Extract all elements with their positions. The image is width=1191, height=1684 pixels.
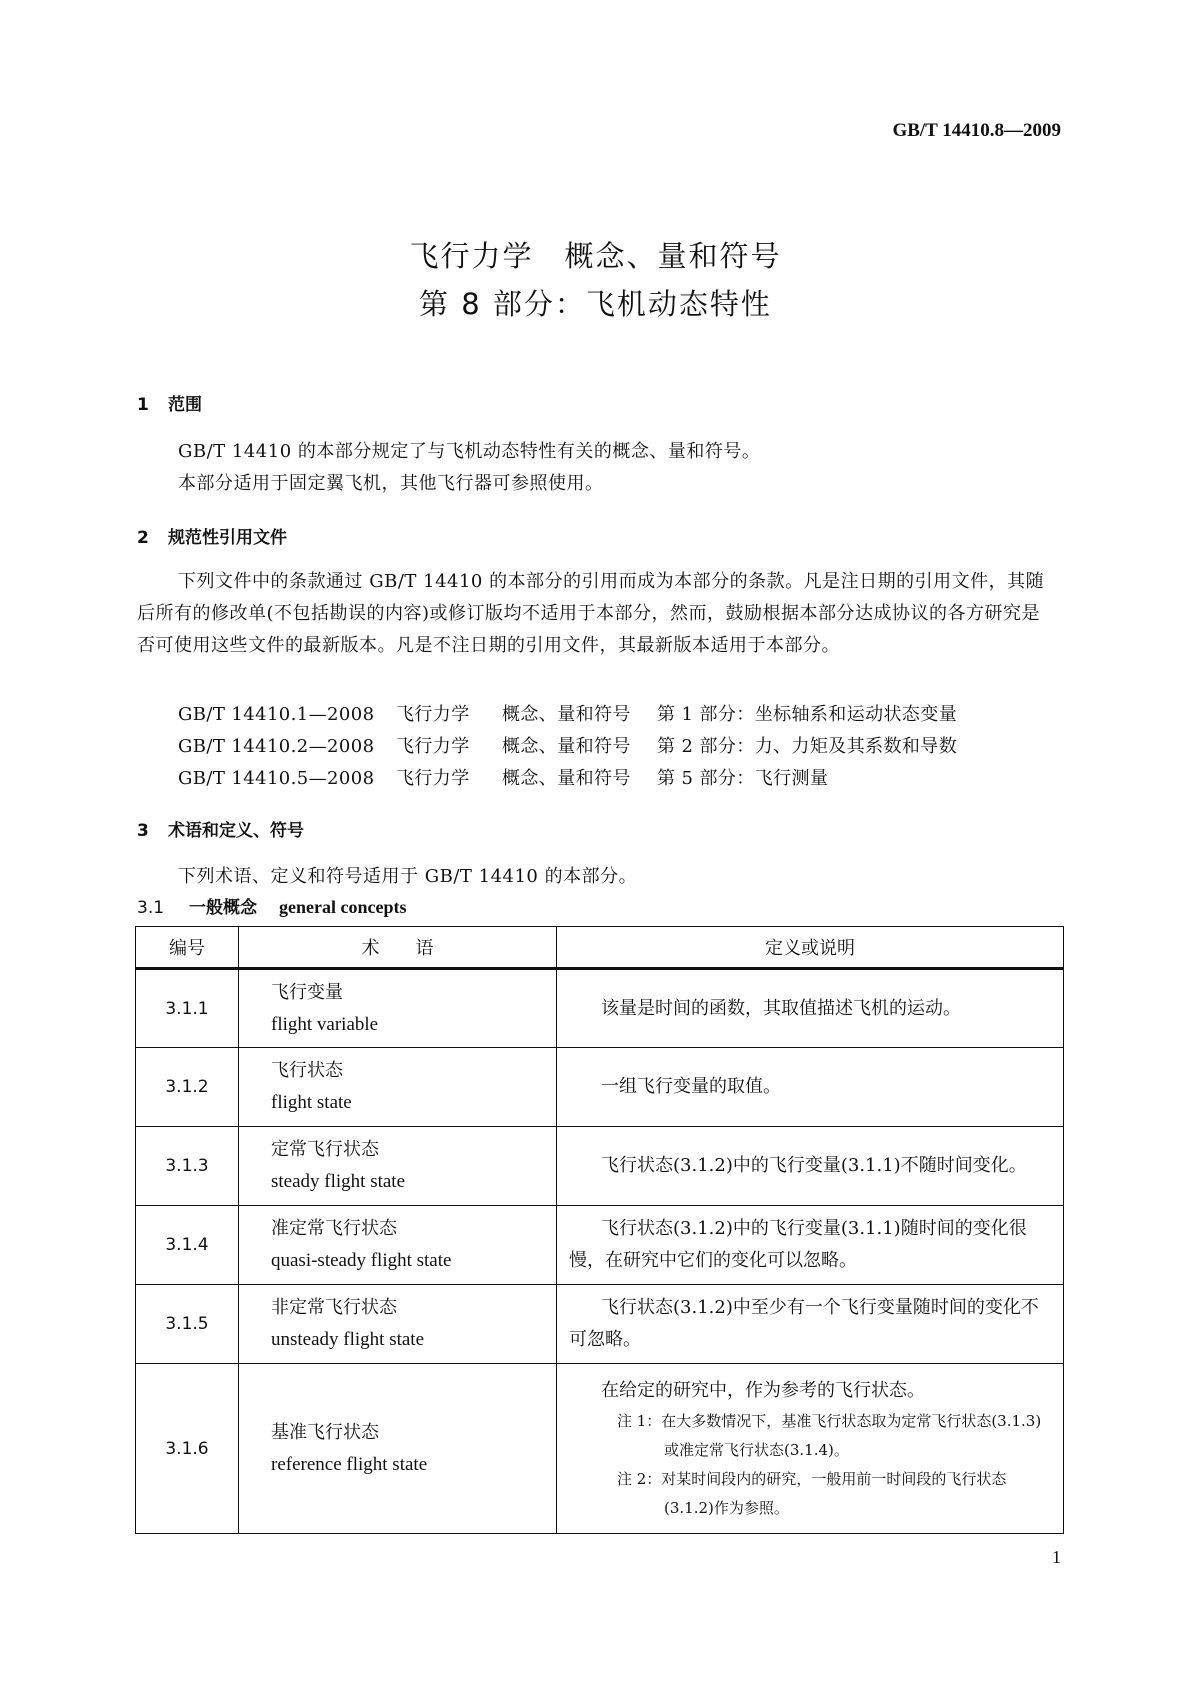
definition-text: 飞行状态(3.1.2)中的飞行变量(3.1.1)随时间的变化很慢，在研究中它们的变化可以忽略。 [569, 1218, 1027, 1271]
note-1: 注 1：在大多数情况下，基准飞行状态取为定常飞行状态(3.1.3)或准定常飞行状态(3.1.4)。 [617, 1411, 1042, 1459]
section-title: 术语和定义、符号 [168, 821, 304, 841]
definition-text: 飞行状态(3.1.2)中至少有一个飞行变量随时间的变化不可忽略。 [569, 1297, 1039, 1350]
section-title: 范围 [168, 395, 202, 415]
term-number: 3.1.3 [136, 1127, 239, 1206]
definition-text: 在给定的研究中，作为参考的飞行状态。 [601, 1379, 925, 1401]
page-number: 1 [1052, 1547, 1061, 1567]
normative-reference-2 [178, 732, 957, 758]
definition-text: 飞行状态(3.1.2)中的飞行变量(3.1.1)不随时间变化。 [601, 1155, 1027, 1176]
column-header-number: 编号 [136, 927, 239, 969]
reference-title-part: 飞行力学 [396, 736, 470, 757]
document-title-line-1: 飞行力学 概念、量和符号 [409, 239, 782, 273]
normative-reference-1 [178, 700, 957, 726]
definition-cell [557, 1285, 1064, 1364]
term-cell [239, 969, 557, 1048]
reference-code: GB/T 14410.5—2008 [178, 768, 375, 789]
definition-cell [557, 1206, 1064, 1285]
term-english: quasi-steady flight state [271, 1250, 452, 1271]
term-number: 3.1.2 [136, 1048, 239, 1127]
term-chinese: 准定常飞行状态 [271, 1218, 397, 1239]
term-english: unsteady flight state [271, 1329, 425, 1350]
definition-cell [557, 1127, 1064, 1206]
table-row [136, 1206, 1064, 1285]
column-header-term: 术 语 [239, 927, 557, 969]
table-row [136, 1048, 1064, 1127]
reference-title-part: 第 1 部分：坐标轴系和运动状态变量 [657, 704, 958, 725]
term-english: steady flight state [271, 1171, 406, 1192]
term-english: reference flight state [271, 1453, 428, 1475]
reference-title-part: 概念、量和符号 [502, 704, 631, 725]
column-header-definition: 定义或说明 [557, 927, 1064, 969]
section-1-paragraph-1: GB/T 14410 的本部分规定了与飞机动态特性有关的概念、量和符号。 [178, 441, 761, 462]
term-chinese: 基准飞行状态 [271, 1421, 379, 1443]
section-3-paragraph: 下列术语、定义和符号适用于 GB/T 14410 的本部分。 [178, 866, 638, 887]
reference-title-part: 概念、量和符号 [502, 768, 631, 789]
term-chinese: 飞行状态 [271, 1060, 343, 1081]
table-row [136, 969, 1064, 1048]
document-title-line-2: 第 8 部分：飞机动态特性 [419, 287, 772, 321]
terms-table [135, 926, 1064, 1534]
section-number: 1 [137, 395, 149, 415]
term-number: 3.1.1 [136, 969, 239, 1048]
section-number: 3 [137, 821, 149, 841]
table-header-row [136, 927, 1064, 969]
note-2: 注 2：对某时间段内的研究，一般用前一时间段的飞行状态(3.1.2)作为参照。 [617, 1469, 1007, 1517]
term-cell [239, 1285, 557, 1364]
reference-title-part: 第 2 部分：力、力矩及其系数和导数 [657, 736, 958, 757]
term-number: 3.1.5 [136, 1285, 239, 1364]
term-cell [239, 1206, 557, 1285]
term-english: flight variable [271, 1013, 379, 1035]
reference-code: GB/T 14410.1—2008 [178, 704, 375, 725]
definition-cell [557, 1364, 1064, 1534]
section-2-paragraph: 下列文件中的条款通过 GB/T 14410 的本部分的引用而成为本部分的条款。凡是注日期的引用文件，其随后所有的修改单(不包括勘误的内容)或修订版均不适用于本部分，然而，鼓励根据本部分达成协议的各方研究是否可使用这些文件的最新版本。凡是不注日期的引用文件，其最新版本适用于本部分。 [137, 571, 1045, 656]
section-1-paragraph-2: 本部分适用于固定翼飞机，其他飞行器可参照使用。 [178, 473, 604, 494]
definition-cell [557, 969, 1064, 1048]
section-title: 规范性引用文件 [168, 528, 287, 548]
reference-title-part: 第 5 部分：飞行测量 [657, 768, 829, 789]
term-chinese: 飞行变量 [271, 981, 343, 1003]
reference-title-part: 飞行力学 [396, 704, 470, 725]
table-row [136, 1127, 1064, 1206]
term-cell [239, 1048, 557, 1127]
section-2-heading [137, 523, 287, 548]
term-english: flight state [271, 1092, 352, 1113]
section-1-heading [137, 390, 202, 415]
section-number: 2 [137, 528, 149, 548]
reference-title-part: 概念、量和符号 [502, 736, 631, 757]
term-number: 3.1.6 [136, 1364, 239, 1534]
term-chinese: 定常飞行状态 [271, 1139, 379, 1160]
term-cell [239, 1127, 557, 1206]
reference-title-part: 飞行力学 [396, 768, 470, 789]
subsection-title-cn: 一般概念 [189, 898, 257, 918]
term-chinese: 非定常飞行状态 [271, 1297, 397, 1318]
normative-reference-3 [178, 764, 828, 790]
standard-number: GB/T 14410.8—2009 [892, 120, 1061, 141]
term-number: 3.1.4 [136, 1206, 239, 1285]
definition-text: 一组飞行变量的取值。 [601, 1076, 781, 1097]
reference-code: GB/T 14410.2—2008 [178, 736, 375, 757]
subsection-3-1-heading [137, 893, 406, 918]
subsection-title-en: general concepts [279, 897, 407, 917]
section-3-heading [137, 816, 304, 841]
table-row [136, 1364, 1064, 1534]
table-row [136, 1285, 1064, 1364]
definition-cell [557, 1048, 1064, 1127]
subsection-number: 3.1 [137, 898, 165, 918]
definition-text: 该量是时间的函数，其取值描述飞机的运动。 [601, 997, 961, 1019]
term-cell [239, 1364, 557, 1534]
